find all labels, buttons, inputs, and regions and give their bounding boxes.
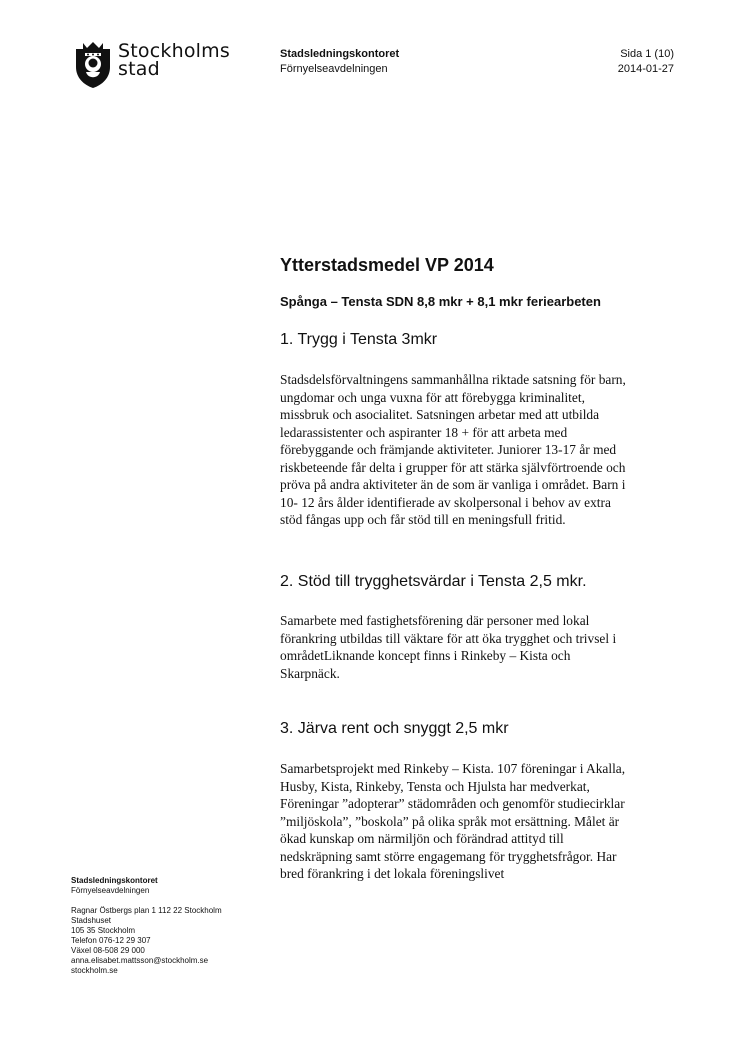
footer-web: stockholm.se: [71, 966, 118, 975]
body-line: Skarpnäck.: [280, 665, 340, 681]
body-line: ungdomar och unga vuxna för att förebygga kriminalitet,: [280, 389, 585, 405]
header-office: Stadsledningskontoret: [280, 48, 400, 60]
body-line: Föreningar ”adopterar” städområden och genomför studiecirklar: [280, 796, 625, 811]
body-line: Samarbete med fastighetsförening där personer med lokal: [280, 613, 590, 628]
body-line: områdetLiknande koncept finns i Rinkeby – Kista och: [280, 648, 571, 663]
section-2-heading: 2. Stöd till trygghetsvärdar i Tensta 2,5 mkr.: [280, 573, 587, 590]
page-number: Sida 1 (10): [620, 48, 674, 60]
document-subtitle: Spånga – Tensta SDN 8,8 mkr + 8,1 mkr feriearbeten: [280, 294, 601, 309]
body-line: förebyggande och främjande aktiviteter. Juniorer 13-17 år med: [280, 442, 617, 457]
section-1-body: [280, 371, 680, 529]
section-2-body: [280, 612, 680, 682]
stockholm-crest-icon: [74, 41, 112, 89]
body-line: missbruk och asocialitet. Satsningen arbetar med att utbilda: [280, 407, 600, 422]
body-line: pröva på andra aktiviteter än de som är vanliga i området. Barn i: [280, 477, 626, 492]
body-line: ökad kunskap om närmiljön och förändrad attityd till: [280, 831, 564, 846]
body-line: Samarbetsprojekt med Rinkeby – Kista. 107 föreningar i Akalla,: [280, 761, 626, 776]
logo-line-2: stad: [118, 58, 160, 80]
section-3-body: [280, 760, 680, 883]
body-line: bred förankring i det lokala föreningslivet: [280, 866, 505, 881]
body-line: stöd fångas upp och får stöd till en meningsfull fritid.: [280, 512, 566, 527]
section-3-heading: 3. Järva rent och snyggt 2,5 mkr: [280, 720, 509, 737]
footer-switchboard: Växel 08-508 29 000: [71, 946, 145, 955]
footer-email: anna.elisabet.mattsson@stockholm.se: [71, 956, 209, 965]
footer-contact: [71, 876, 222, 976]
footer-department: Förnyelseavdelningen: [71, 886, 150, 895]
footer-building: Stadshuset: [71, 916, 112, 925]
footer-office: Stadsledningskontoret: [71, 876, 158, 885]
body-line: riskbeteende får delta i grupper för att stärka självförtroende och: [280, 459, 626, 475]
footer-phone: Telefon 076-12 29 307: [71, 936, 151, 945]
organization-logo: [118, 42, 230, 78]
body-line: förankring utbildas till väktare för att öka trygghet och trivsel i: [280, 630, 617, 646]
body-line: nedskräpning samt större engagemang för trygghetsfrågor. Har: [280, 848, 617, 864]
document-title: Ytterstadsmedel VP 2014: [280, 255, 494, 275]
footer-postal: 105 35 Stockholm: [71, 926, 136, 935]
body-line: Husby, Kista, Rinkeby, Tensta och Hjulsta har medverkat,: [280, 778, 590, 794]
body-line: ledarassistenter och aspiranter 18 + för att arbeta med: [280, 424, 568, 440]
body-line: ”miljöskola”, ”boskola” på olika språk mot ersättning. Målet är: [280, 813, 620, 829]
logo-line-1: Stockholms: [118, 40, 230, 62]
footer-address: Ragnar Östbergs plan 1 112 22 Stockholm: [71, 906, 222, 915]
header-department: Förnyelseavdelningen: [280, 63, 388, 75]
section-1-heading: 1. Trygg i Tensta 3mkr: [280, 331, 438, 348]
document-date: 2014-01-27: [617, 63, 674, 75]
body-line: 10- 12 års ålder identifierade av skolpersonal i behov av extra: [280, 494, 611, 510]
body-line: Stadsdelsförvaltningens sammanhållna riktade satsning för barn,: [280, 372, 626, 387]
